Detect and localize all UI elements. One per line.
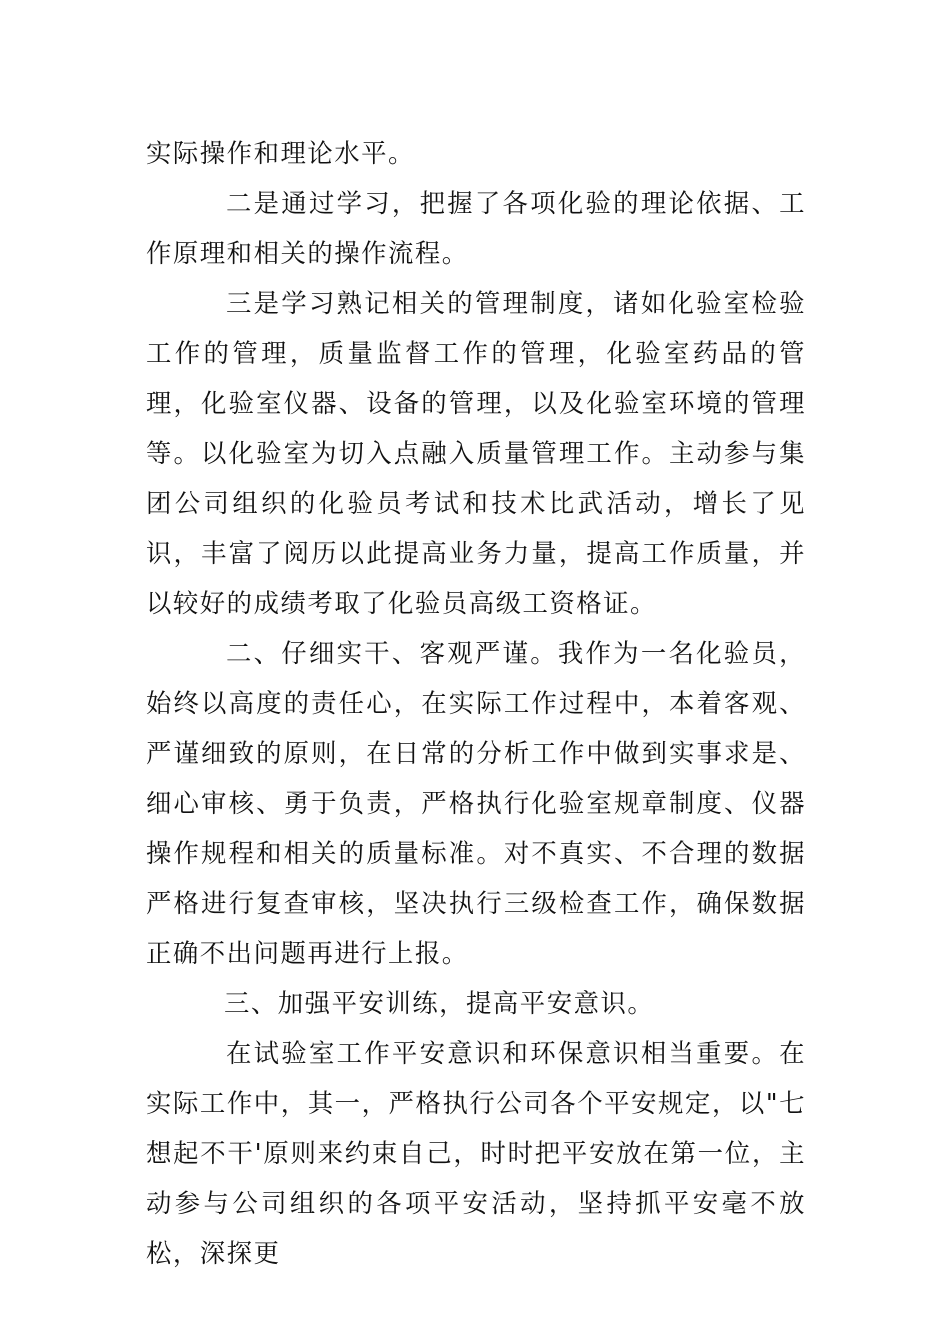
paragraph-safety: 在试验室工作平安意识和环保意识相当重要。在实际工作中，其一，严格执行公司各个平安规定，以"七想起不干'原则来约束自己，时时把平安放在第一位，主动参与公司组织的各项平安活动，坚持抓平安毫不放松，深探更: [146, 1038, 806, 1268]
paragraph-continuation: 实际操作和理论水平。: [146, 138, 415, 168]
paragraph-section-two: 二、仔细实干、客观严谨。我作为一名化验员，始终以高度的责任心，在实际工作过程中，本着客观、严谨细致的原则，在日常的分析工作中做到实事求是、细心审核、勇于负责，严格执行化验室规章制度、仪器操作规程和相关的质量标准。对不真实、不合理的数据严格进行复查审核，坚决执行三级检查工作，确保数据正确不出问题再进行上报。: [146, 638, 806, 968]
paragraph-point-two: 二是通过学习，把握了各项化验的理论依据、工作原理和相关的操作流程。: [146, 188, 806, 268]
paragraph-point-three: 三是学习熟记相关的管理制度，诸如化验室检验工作的管理，质量监督工作的管理，化验室药品的管理，化验室仪器、设备的管理，以及化验室环境的管理等。以化验室为切入点融入质量管理工作。主动参与集团公司组织的化验员考试和技术比武活动，增长了见识，丰富了阅历以此提高业务力量，提高工作质量，并以较好的成绩考取了化验员高级工资格证。: [146, 288, 806, 618]
section-heading-three: 三、加强平安训练，提高平安意识。: [224, 988, 655, 1018]
document-body: [146, 128, 806, 1278]
